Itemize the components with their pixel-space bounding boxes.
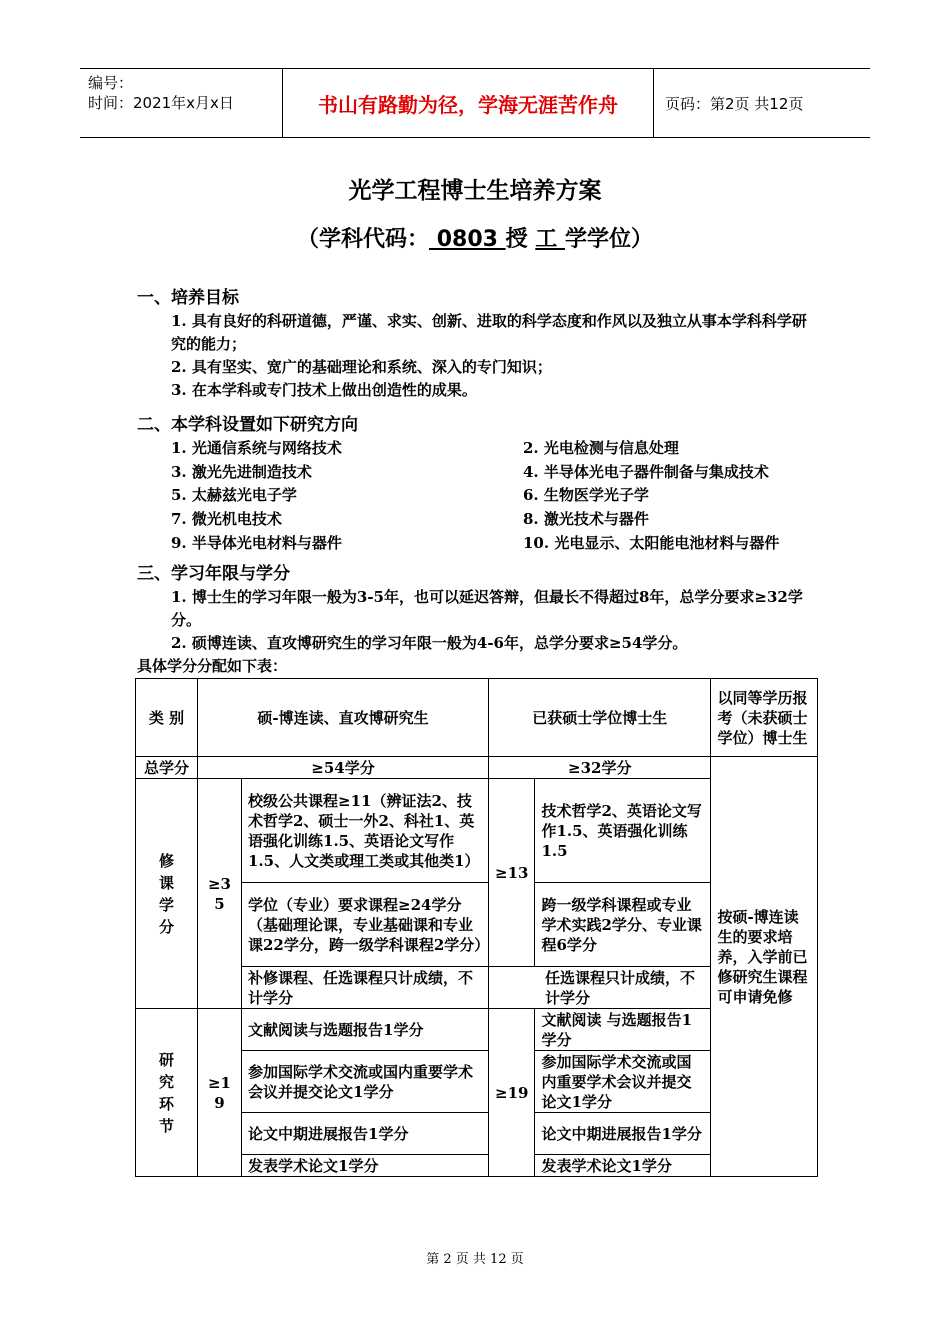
number-label: 编号： xyxy=(88,74,134,92)
direction-item: 3. 激光先进制造技术 xyxy=(171,463,312,481)
research-col2-row: 文献阅读 与选题报告1学分 xyxy=(535,1009,711,1051)
header-combined-phd: 硕-博连读、直攻博研究生 xyxy=(198,679,489,757)
subtitle-prefix: （学科代码： xyxy=(297,227,430,252)
goal-item: 1. 具有良好的科研道德，严谨、求实、创新、进取的科学态度和作风以及独立从事本学科科学研究的能力； xyxy=(171,312,807,353)
research-col1-total: ≥19 xyxy=(198,1009,242,1177)
section3-body xyxy=(137,586,817,678)
course-col2-row: 技术哲学2、英语论文写作1.5、英语强化训练1.5 xyxy=(535,779,711,883)
direction-item: 10. 光电显示、太阳能电池材料与器件 xyxy=(523,534,780,552)
direction-item: 8. 激光技术与器件 xyxy=(523,510,649,528)
table-intro: 具体学分分配如下表： xyxy=(137,657,288,675)
header-meta xyxy=(88,73,283,113)
direction-item: 2. 光电检测与信息处理 xyxy=(523,439,679,457)
duration-paragraph: 1. 博士生的学习年限一般为3-5年，也可以延迟答辩，但最长不得超过8年，总学分要求≥32学分。 xyxy=(171,588,803,629)
course-col1-row: 补修课程、任选课程只计成绩，不计学分 xyxy=(242,967,489,1009)
section2-heading: 二、本学科设置如下研究方向 xyxy=(137,415,358,435)
course-col1-row: 校级公共课程≥11（辨证法2、技术哲学2、硕士一外2、科社1、英语强化训练1.5、英语论文写作1.5、人文类或理工类或其他类1） xyxy=(242,779,489,883)
research-col1-row: 参加国际学术交流或国内重要学术会议并提交论文1学分 xyxy=(242,1051,489,1113)
total-credits-label: 总学分 xyxy=(136,757,198,779)
direction-item: 9. 半导体光电材料与器件 xyxy=(171,534,342,552)
equivalent-note: 按硕-博连读生的要求培养，入学前已修研究生课程可申请免修 xyxy=(711,757,818,1177)
header-equivalent: 以同等学历报考（未获硕士学位）博士生 xyxy=(711,679,818,757)
section3-heading: 三、学习年限与学分 xyxy=(137,564,290,584)
research-col2-row: 发表学术论文1学分 xyxy=(535,1155,711,1177)
goal-item: 2. 具有坚实、宽广的基础理论和系统、深入的专门知识； xyxy=(171,358,552,376)
page-header xyxy=(80,68,870,138)
research-col1-row: 论文中期进展报告1学分 xyxy=(242,1113,489,1155)
header-motto: 书山有路勤为径，学海无涯苦作舟 xyxy=(282,69,654,137)
course-col1-row: 学位（专业）要求课程≥24学分（基础理论课，专业基础课和专业课22学分，跨一级学科课程2学分） xyxy=(242,883,489,967)
goal-item: 3. 在本学科或专门技术上做出创造性的成果。 xyxy=(171,381,477,399)
section1-heading: 一、培养目标 xyxy=(137,288,239,308)
research-label xyxy=(136,1009,198,1177)
research-col1-row: 发表学术论文1学分 xyxy=(242,1155,489,1177)
direction-item: 7. 微光机电技术 xyxy=(171,510,282,528)
subject-code: 0803 xyxy=(429,227,506,252)
credit-table xyxy=(135,678,818,1177)
section1-body xyxy=(137,310,817,402)
degree-type: 工 xyxy=(535,227,565,252)
research-col2-total: ≥19 xyxy=(489,1009,535,1177)
direction-item: 5. 太赫兹光电子学 xyxy=(171,486,297,504)
document-title: 光学工程博士生培养方案 xyxy=(348,178,602,204)
header-masters-holder: 已获硕士学位博士生 xyxy=(489,679,711,757)
research-col2-row: 参加国际学术交流或国内重要学术会议并提交论文1学分 xyxy=(535,1051,711,1113)
header-category: 类 别 xyxy=(136,679,198,757)
total-credits-col1: ≥54学分 xyxy=(198,757,489,779)
course-col2-row: 跨一级学科课程或专业学术实践2学分、专业课程6学分 xyxy=(535,883,711,967)
course-credits-label xyxy=(136,779,198,1009)
header-page-info: 页码：第2页 共12页 xyxy=(665,94,804,113)
research-col1-row: 文献阅读与选题报告1学分 xyxy=(242,1009,489,1051)
direction-item: 6. 生物医学光子学 xyxy=(523,486,649,504)
course-col1-total: ≥35 xyxy=(198,779,242,1009)
course-col2-total: ≥13 xyxy=(489,779,535,967)
subtitle-mid: 授 xyxy=(505,227,536,252)
course-col2-row: 任选课程只计成绩，不计学分 xyxy=(489,967,711,1009)
duration-paragraph: 2. 硕博连读、直攻博研究生的学习年限一般为4-6年，总学分要求≥54学分。 xyxy=(171,634,688,652)
direction-item: 4. 半导体光电子器件制备与集成技术 xyxy=(523,463,769,481)
page-footer: 第 2 页 共 12 页 xyxy=(426,1252,524,1267)
document-subtitle xyxy=(0,222,950,253)
direction-item: 1. 光通信系统与网络技术 xyxy=(171,439,342,457)
subtitle-suffix: 学学位） xyxy=(564,227,653,252)
research-label-text: 研究环节 xyxy=(158,1050,174,1135)
time-label: 时间：2021年x月x日 xyxy=(88,94,234,112)
course-credits-text: 修课学分 xyxy=(158,851,174,936)
total-credits-col2: ≥32学分 xyxy=(489,757,711,779)
research-col2-row: 论文中期进展报告1学分 xyxy=(535,1113,711,1155)
